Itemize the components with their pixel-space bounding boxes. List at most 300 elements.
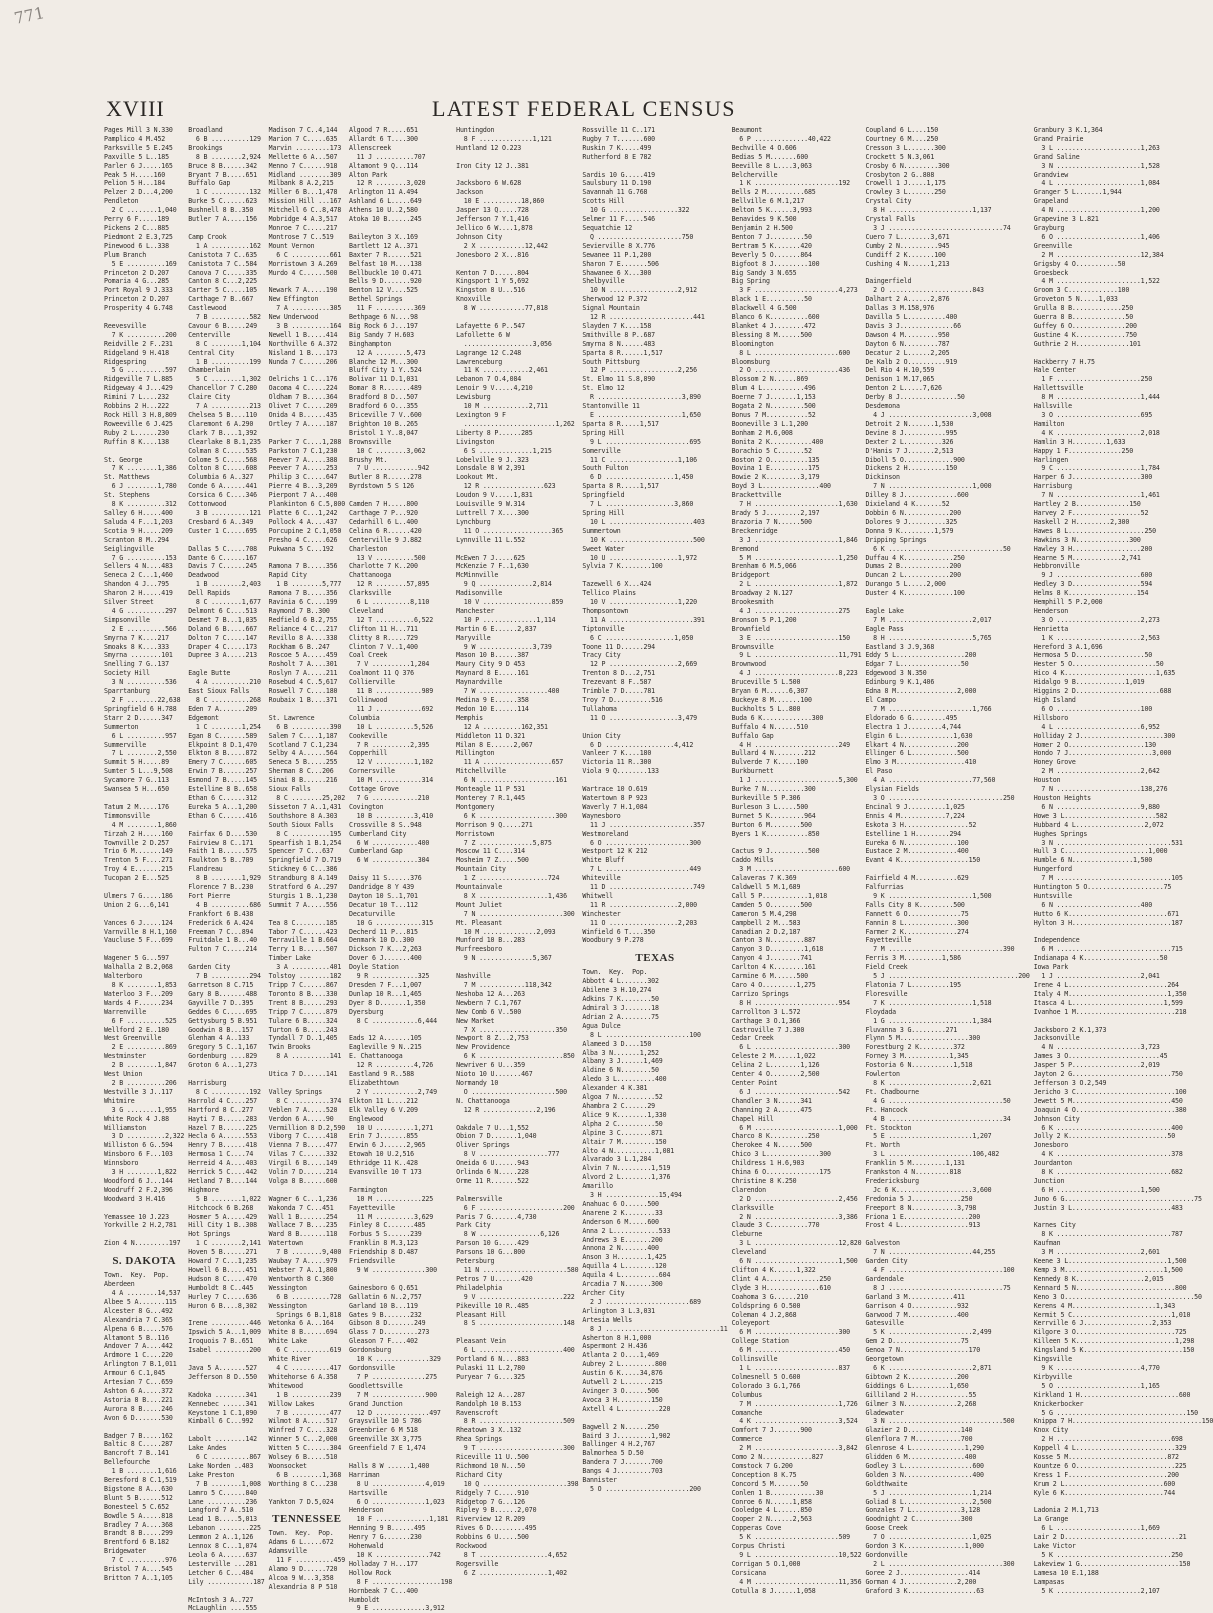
census-entry xyxy=(188,1311,264,1320)
census-entry: Burkeville 5 P.306 xyxy=(731,793,801,802)
census-entry: Bellefourche xyxy=(104,1458,150,1467)
census-entry: 12 A ........5,473 xyxy=(349,348,426,357)
census-entry: Sparrtanburg xyxy=(104,687,150,696)
census-entry: Seneca 2 C...1,460 xyxy=(104,571,173,580)
census-entry: Ashland 6 L.....649 xyxy=(349,197,422,206)
state-heading: S. DAKOTA xyxy=(112,1255,176,1268)
census-entry: 3 J ......................1,846 xyxy=(731,535,858,544)
census-entry: Tellico Plains xyxy=(582,589,636,598)
census-entry: Davis 7 C......245 xyxy=(188,562,257,571)
census-entry: Riverview 12 R.209 xyxy=(456,1515,525,1524)
census-entry xyxy=(188,954,264,963)
census-entry: Bloomsburg xyxy=(731,357,770,366)
census-entry xyxy=(1034,349,1213,358)
census-entry: 6 Z ..................1,402 xyxy=(456,1568,567,1577)
census-entry: Diboll 5 O.............900 xyxy=(865,455,965,464)
census-entry: Albee 5 A.......115 xyxy=(104,1297,177,1306)
census-entry: 2 L ......................1,872 xyxy=(731,580,858,589)
census-entry: Eastland 3 J.9,368 xyxy=(865,642,935,651)
census-entry: Hermosa 5 D..................50 xyxy=(1033,651,1153,660)
census-entry: Gary 8 B.......488 xyxy=(188,989,257,998)
census-entry: Goose Creek xyxy=(865,1524,908,1533)
census-entry: Cresbard 6 A..349 xyxy=(188,517,254,526)
census-entry: 6 J ........1,780 xyxy=(104,482,177,491)
census-entry: Wessington xyxy=(268,1301,307,1310)
census-entry: Garrison 4 O............932 xyxy=(865,1301,969,1310)
census-entry: Center 4 O........2,500 xyxy=(731,1070,820,1079)
census-entry: 8 C ..........268 xyxy=(188,696,261,704)
census-entry: 2 E ..........869 xyxy=(104,1043,177,1052)
census-entry: 1 B ........1,616 xyxy=(104,1467,177,1476)
census-entry: 1 L ......................837 xyxy=(731,1363,850,1372)
census-entry: Mosheim 7 Z.....500 xyxy=(456,856,529,865)
census-entry: Electra 1 J.........4,744 xyxy=(865,722,961,731)
census-entry: Gordon 3 K................1,000 xyxy=(865,1542,984,1551)
census-entry: Westmoreland xyxy=(582,829,629,838)
census-entry: Kerrville 6 J..................2,353 xyxy=(1033,1319,1172,1328)
census-entry: Athens 10 U..2,580 xyxy=(349,206,418,215)
census-entry: Salley 6 H.....400 xyxy=(104,508,173,517)
census-entry xyxy=(188,1070,264,1079)
census-entry: 7 N ......................300 xyxy=(456,909,575,918)
census-entry: 2 O ......................843 xyxy=(865,286,984,295)
census-entry: Hester 5 O......................50 xyxy=(1033,660,1164,669)
census-entry: Ridgely 7 C.....910 xyxy=(456,1488,529,1497)
census-entry: Whitmire xyxy=(104,1096,135,1105)
census-entry: Thompsontown xyxy=(582,606,629,615)
census-entry: Carrollton 3 L.572 xyxy=(731,1007,801,1016)
census-entry: Decherd 11 P...815 xyxy=(349,927,418,936)
census-entry: Grapevine 3 L.821 xyxy=(1033,215,1099,224)
census-entry: Jourdanton xyxy=(1033,1159,1072,1168)
census-entry: Yemassee 10 J.223 xyxy=(104,1212,169,1221)
census-entry: Shandon 4 J...795 xyxy=(104,580,169,589)
census-entry: Devine 8 J...........995 xyxy=(865,428,958,437)
census-entry: 8 L ......................600 xyxy=(731,348,850,357)
census-entry: Saluda 4 F...1,203 xyxy=(104,517,173,526)
census-entry: Lampasas xyxy=(1033,1577,1065,1586)
census-entry: Reidville 2 F..231 xyxy=(104,339,173,348)
census-entry: Egan 8 C.......589 xyxy=(188,731,257,740)
census-entry: Claire City xyxy=(188,393,231,402)
census-entry: Blessing 8 M......500 xyxy=(731,330,812,339)
census-entry: Dante 6 C......167 xyxy=(188,553,257,562)
census-entry: Murdo 4 C......500 xyxy=(268,268,338,277)
census-entry: Geddes 6 C.....695 xyxy=(188,1007,257,1016)
census-entry: Parker 7 C....1,288 xyxy=(268,437,342,446)
census-entry: Alvord 2 L........1,376 xyxy=(582,1173,671,1182)
census-entry: Lamesa 10 E.1,188 xyxy=(1033,1568,1099,1577)
census-entry: 2 C ........1,040 xyxy=(104,206,177,215)
census-entry: 12 T ..........6,522 xyxy=(349,615,434,624)
census-entry: 9 N ..............5,367 xyxy=(456,954,552,963)
census-entry: Lenoir 9 V.....4,210 xyxy=(456,384,533,393)
census-entry: 2 L ..............................300 xyxy=(865,1559,1015,1568)
census-entry: Graford 3 K..................63 xyxy=(865,1586,984,1595)
census-entry: Peever 7 A.....388 xyxy=(268,455,338,464)
census-entry: Jacksonville xyxy=(1033,1034,1080,1043)
page-number: XVIII xyxy=(106,96,165,121)
census-entry: Lebanon ........225 xyxy=(188,1524,261,1533)
census-entry: Dyersburg xyxy=(349,1007,384,1016)
census-entry: Davilla 5 L..........400 xyxy=(865,313,958,322)
census-entry: 8 R ......................509 xyxy=(456,1417,575,1426)
census-entry: Lafollette 6 W xyxy=(456,330,510,339)
census-entry: Hereford 3 A.1,696 xyxy=(1033,642,1103,651)
census-entry: Glenflora 7 M............700 xyxy=(865,1435,973,1444)
census-entry: Flandreau xyxy=(188,865,223,874)
census-entry: Encinal 9 J..........1,025 xyxy=(865,802,965,811)
census-entry: Erwin 7 B......257 xyxy=(188,767,257,776)
census-entry xyxy=(188,1382,264,1391)
census-entry: Petros 7 U.......420 xyxy=(456,1274,533,1283)
census-entry: Dover 6 J.......400 xyxy=(349,954,422,963)
census-entry xyxy=(1034,1498,1213,1507)
census-entry: Englewood xyxy=(349,1114,384,1123)
census-entry: 8 M ......................1,444 xyxy=(1033,393,1160,402)
census-entry: Mason 10 B......387 xyxy=(456,651,529,660)
census-entry: Lake Norden ..403 xyxy=(188,1461,254,1470)
census-entry: Alamo 9 D......720 xyxy=(268,1565,338,1574)
census-entry: Arlington 11 A.494 xyxy=(349,188,418,197)
census-entry: Chapel Hill xyxy=(731,1114,774,1123)
census-entry: Ridgeville 7 L.885 xyxy=(104,375,173,384)
census-entry: Peever 7 A.....253 xyxy=(268,464,338,473)
census-entry: El Paso xyxy=(865,767,893,776)
census-entry: Doyle Station xyxy=(349,963,399,972)
census-entry: Cottonwood xyxy=(188,500,227,509)
census-entry: Forney 3 M............1,345 xyxy=(865,1052,969,1061)
census-entry xyxy=(104,945,184,954)
census-entry: Harvey 2 F..................52 xyxy=(1033,508,1149,517)
census-entry: Dell Rapids xyxy=(188,589,231,598)
census-entry: Floresville xyxy=(865,989,908,998)
census-entry: 6 O ......................300 xyxy=(582,838,701,847)
census-entry: Paris 7 G.......4,730 xyxy=(456,1212,537,1221)
census-entry: Memphis xyxy=(456,713,483,722)
census-entry: Pages Mill 3 N.330 xyxy=(104,126,173,134)
census-entry: Knox City xyxy=(1033,1426,1069,1435)
census-entry: Joaquin 4 O..........................380 xyxy=(1033,1105,1187,1114)
census-entry: Piedmont 2 E.3,725 xyxy=(104,232,173,241)
census-entry: 9 L ......................11,791 xyxy=(731,651,862,660)
census-entry: Copperas Cove xyxy=(731,1524,782,1533)
census-entry: Greenville 3X 3,775 xyxy=(349,1435,422,1444)
census-entry xyxy=(456,171,578,180)
census-entry: New Market xyxy=(456,1016,495,1025)
census-entry: 8 K ..............................787 xyxy=(1033,1230,1183,1239)
census-entry: Conroe 6 N......1,858 xyxy=(731,1497,812,1506)
census-entry: Pickens 2 C...885 xyxy=(104,223,169,232)
census-entry: Lake Preston xyxy=(188,1470,235,1479)
census-entry: Randolph 10 B.153 xyxy=(456,1399,522,1408)
census-entry: 7 M ..............................390 xyxy=(865,945,1015,954)
census-entry xyxy=(269,554,345,563)
census-entry: Booneville 3 L.1,200 xyxy=(731,419,808,428)
census-entry: Honey Grove xyxy=(1033,758,1076,767)
census-entry: Seneca 5 B.....255 xyxy=(268,758,338,767)
census-entry: Pelzer 2 D...4,200 xyxy=(104,188,173,197)
census-entry: Crystal Falls xyxy=(865,215,916,224)
census-entry: 10 P ..............1,114 xyxy=(456,615,556,624)
census-entry: Woonsocket xyxy=(268,1461,307,1470)
census-entry: 1 C ........1,254 xyxy=(188,722,261,731)
census-entry: Benavides 9 K.500 xyxy=(731,215,797,224)
census-entry: Kingston 8 U...516 xyxy=(456,286,525,295)
column-6 xyxy=(582,126,727,1613)
census-entry: Tulare 6 B.....324 xyxy=(268,1016,338,1025)
census-entry: Roslyn 7 A.....211 xyxy=(268,669,338,678)
census-entry: Austin 6 K.....34,876 xyxy=(582,1369,663,1378)
census-entry: 3 N ......................1,528 xyxy=(1033,161,1160,170)
census-entry: Burton 6 M........500 xyxy=(731,820,812,829)
census-entry: Brighton 10 B..265 xyxy=(349,419,418,428)
census-entry: Charco 8 K..........250 xyxy=(731,1132,820,1141)
census-entry: Caddo Mills xyxy=(731,856,774,865)
census-entry: 8 C ........1,677 xyxy=(188,598,261,607)
census-entry: Faulkton 5 B..709 xyxy=(188,856,254,865)
census-entry: 7 A ..........305 xyxy=(268,304,342,313)
census-entry: 6 O ......................100 xyxy=(1033,704,1153,713)
census-entry: Baxter 7 R......521 xyxy=(349,250,422,259)
census-entry: 5 B ........1,022 xyxy=(188,1194,261,1203)
census-entry: Hazel 7 B......225 xyxy=(188,1123,257,1132)
census-entry: Palmersville xyxy=(456,1194,503,1203)
census-entry: Greenbrier 6 M 518 xyxy=(349,1426,418,1435)
census-entry: Winchester xyxy=(582,909,621,918)
census-entry: Worthing 8 C...238 xyxy=(268,1479,338,1488)
census-entry: Hartsville xyxy=(349,1488,388,1497)
census-entry: Sweet Water xyxy=(582,544,625,553)
census-entry: 6 D ..................4,412 xyxy=(582,740,694,749)
census-entry: 12 P ..................2,669 xyxy=(582,660,697,669)
census-entry: Groveton 5 N.....1,033 xyxy=(1033,295,1118,304)
census-entry: Jellico 6 W....1,878 xyxy=(456,223,533,232)
census-entry: 11 D ......................749 xyxy=(582,883,705,892)
census-entry: Dolores 9 J..........325 xyxy=(865,517,958,526)
census-entry xyxy=(104,1204,184,1213)
column-1 xyxy=(104,126,184,1613)
census-entry: Plankinton 6 C.5,800 xyxy=(268,500,346,509)
census-entry xyxy=(104,313,184,322)
census-entry: Yorkville 2 H.2,781 xyxy=(104,1221,177,1230)
census-entry: 8 K ..............................682 xyxy=(1033,1168,1183,1177)
census-entry: Archer City xyxy=(582,1289,625,1297)
census-entry: Highmore xyxy=(188,1185,219,1194)
census-entry: Robbins 6 U.....500 xyxy=(456,1533,529,1542)
census-entry: Westville 3 J..117 xyxy=(104,1087,173,1096)
census-entry: Erin 7 J.......855 xyxy=(349,1132,418,1141)
census-entry: Desdemona xyxy=(865,402,900,411)
census-entry: 4 C ..........417 xyxy=(268,1363,342,1372)
census-entry: Onida 4 B......435 xyxy=(268,411,338,419)
census-entry xyxy=(269,1079,345,1088)
census-entry: Winnsboro xyxy=(104,1159,139,1168)
census-entry: 8 C ..........192 xyxy=(188,1087,261,1096)
census-entry: Eagleville 9 N..215 xyxy=(349,1043,422,1052)
census-entry: Victoria 11 R..300 xyxy=(582,758,652,767)
census-entry: Cedarhill 6 L..400 xyxy=(349,517,418,526)
census-entry: 5 J ......................1,214 xyxy=(865,1488,992,1497)
census-entry xyxy=(582,162,727,171)
census-entry: Walterboro xyxy=(104,972,143,981)
census-entry: Copperhill xyxy=(349,749,388,758)
census-entry: Abbott 4 L.......302 xyxy=(582,977,659,986)
census-entry xyxy=(349,1453,452,1462)
census-entry: 8 H ......................1,137 xyxy=(865,206,992,215)
census-entry: Springfield 6 H.788 xyxy=(104,704,177,713)
census-entry: McEwen 7 J.....625 xyxy=(456,553,525,562)
census-entry: Como 2 N.............827 xyxy=(731,1453,824,1462)
census-entry: Hoven 5 B......271 xyxy=(188,1248,257,1257)
census-entry: Beaumont xyxy=(731,126,763,134)
census-entry: Hutto 6 K..........................671 xyxy=(1033,909,1179,918)
census-entry: Brackettville xyxy=(731,491,782,500)
census-entry: 5 C ........1,302 xyxy=(188,375,261,384)
census-entry: Vances 6 J.....124 xyxy=(104,918,173,927)
census-entry: Baltic 8 C.....287 xyxy=(104,1440,173,1449)
census-entry xyxy=(349,1275,452,1284)
census-entry: Big Spring xyxy=(731,277,770,286)
census-entry: Belfast 10 M....138 xyxy=(349,259,422,268)
census-entry: 3 D ..........2,322 xyxy=(104,1132,185,1141)
census-entry: Hurley 7 C.....636 xyxy=(188,1292,257,1301)
census-entry: Gainesboro 6 Q.651 xyxy=(349,1283,418,1292)
census-entry xyxy=(456,313,578,322)
census-entry: Burke 7 N..........300 xyxy=(731,785,816,794)
census-entry: Hohenwald xyxy=(349,1542,384,1551)
census-entry: 4 L ......................1,084 xyxy=(1033,179,1160,188)
census-entry: O ......................500 xyxy=(456,1087,567,1096)
census-entry: Cornersville xyxy=(349,767,395,776)
census-entry: Fairfax 6 D....530 xyxy=(188,829,257,838)
census-entry: 6 B ........1,368 xyxy=(268,1470,342,1479)
census-entry: 7 V ..........1,204 xyxy=(349,660,430,669)
census-entry: Dripping Springs xyxy=(865,535,927,544)
census-entry: Knippa 7 H..................................150 xyxy=(1033,1417,1213,1426)
census-entry: Willow Lakes xyxy=(268,1399,315,1408)
census-entry: Hudson 8 C.....470 xyxy=(188,1274,257,1283)
census-entry: Grigsby 4 O...........50 xyxy=(1033,259,1126,268)
census-entry: Fayetteville xyxy=(349,1203,395,1212)
census-entry: Harper 6 J..................300 xyxy=(1033,473,1153,482)
census-entry: Obion 7 D.......1,040 xyxy=(456,1132,537,1141)
census-entry xyxy=(104,794,184,803)
census-entry: 6 O ..............1,023 xyxy=(349,1497,445,1506)
census-entry: Roswell 7 C....180 xyxy=(268,687,338,696)
census-entry: Williston 6 G..594 xyxy=(104,1141,173,1150)
census-entry: Crowell 1 J.....1,175 xyxy=(865,179,946,188)
census-entry xyxy=(456,260,578,269)
census-entry: E. Chattanooga xyxy=(349,1052,403,1061)
census-entry: Somerville xyxy=(582,446,621,455)
census-entry: Wakonda 7 C...451 xyxy=(268,1203,334,1212)
census-entry: Fort Pierre xyxy=(188,891,231,900)
census-entry: Gilliland 2 H..............55 xyxy=(865,1390,977,1399)
census-entry: Brenham 6 M.5,066 xyxy=(731,562,797,571)
census-entry: 11 F ..........459 xyxy=(268,1556,346,1565)
census-entry: Sellers 4 N....483 xyxy=(104,562,173,571)
census-entry: Juno 6 G..................................75 xyxy=(1033,1194,1202,1203)
census-entry: Winfield 6 T....350 xyxy=(582,927,655,936)
census-entry: Medina 9 E......358 xyxy=(456,696,529,704)
census-entry: Porcupine 2 C.1,050 xyxy=(268,526,342,535)
census-entry: Morrison 9 Q.....271 xyxy=(456,820,533,829)
census-entry: Wallace 7 B....235 xyxy=(268,1221,338,1230)
census-entry: Vilas 7 C......332 xyxy=(268,1150,338,1159)
census-entry: Lebanon 7 O.4,084 xyxy=(456,375,522,384)
census-entry: Gates 9 B.......232 xyxy=(349,1310,422,1319)
census-entry: Glazier 2 D..............140 xyxy=(865,1426,973,1435)
census-entry: 4 L ......................6,952 xyxy=(1033,722,1160,731)
census-entry: Bryan 6 M......6,307 xyxy=(731,687,808,696)
census-entry: 6 P ..............40,422 xyxy=(731,134,831,143)
census-entry: Jacksboro 6 W.628 xyxy=(456,179,522,188)
census-entry: 8 B ........1,929 xyxy=(188,874,261,883)
census-entry: 6 M ..............................715 xyxy=(1033,945,1183,954)
census-entry xyxy=(456,153,578,162)
census-entry xyxy=(269,366,345,375)
census-entry: China 6 O..............175 xyxy=(731,1168,831,1177)
census-entry: Forestburg 2 K.........372 xyxy=(865,1043,965,1052)
census-entry: Newriver 6 U...359 xyxy=(456,1061,525,1070)
census-entry: Keystone 1 C.1,890 xyxy=(188,1408,257,1417)
census-entry xyxy=(269,429,345,438)
census-entry: Wessington xyxy=(268,1283,307,1292)
census-entry: 5 O ......................200 xyxy=(582,1484,701,1493)
census-entry: Arlington 3 L.3,031 xyxy=(582,1306,655,1315)
census-entry: Bonita 2 K...........400 xyxy=(731,437,824,446)
census-entry: Eustace 2 M.............400 xyxy=(865,847,969,856)
census-entry: 2 Y ............2,749 xyxy=(349,1087,437,1096)
census-entry: Monteagle 11 P 531 xyxy=(456,785,525,794)
census-entry: Mitchell 6 C..8,478 xyxy=(268,206,342,215)
census-entry: James 3 O........................45 xyxy=(1033,1052,1168,1061)
census-entry: Smyrna ........101 xyxy=(104,651,173,660)
census-entry: Bellville 6 M.1,217 xyxy=(731,197,805,206)
census-entry: Franklin 8 M.3,123 xyxy=(349,1239,418,1248)
census-entry: Collinwood xyxy=(349,696,388,704)
census-entry: Gallatin 6 N..2,757 xyxy=(349,1292,422,1301)
census-entry: Duffau 4 K.............250 xyxy=(865,553,965,562)
census-entry: Andover 7 A....442 xyxy=(104,1342,173,1351)
census-entry: Sparta 8 R......1,517 xyxy=(582,348,663,357)
census-entry: D'Hanis 7 J.......2,513 xyxy=(865,446,954,455)
column-2 xyxy=(188,126,264,1613)
census-entry: Dresden 7 F...1,007 xyxy=(349,981,422,989)
census-entry: Claude 3 C..........770 xyxy=(731,1221,820,1230)
census-entry: Georgetown xyxy=(865,1355,904,1364)
census-entry: Celeste 2 M......1,022 xyxy=(731,1052,816,1061)
census-entry: Valley Springs xyxy=(268,1087,323,1096)
census-entry: Summerville xyxy=(104,740,147,749)
census-entry: Hughes Springs xyxy=(1033,829,1088,838)
census-entry: Elgin 6 L..............1,630 xyxy=(865,731,973,740)
census-entry: Aurora 8 B.....246 xyxy=(104,1404,173,1413)
census-entry: Northville 6 A.372 xyxy=(268,339,338,348)
census-entry: Abilene 3 H.10,274 xyxy=(582,986,652,995)
census-entry: Munford 10 B...283 xyxy=(456,936,525,945)
census-entry: Colman 8 C.....535 xyxy=(188,446,257,455)
census-entry: Ashton 6 A.....372 xyxy=(104,1386,173,1395)
census-entry: Hartley 2 B..............150 xyxy=(1033,500,1141,509)
census-entry xyxy=(1034,928,1213,937)
census-entry: Lookout Mt. xyxy=(456,473,499,482)
census-entry: Bomar 8 R.......489 xyxy=(349,384,422,393)
census-entry: Woodward 3 H.416 xyxy=(104,1194,166,1203)
census-entry: Witten 5 C......304 xyxy=(268,1444,342,1453)
census-entry: Summerton xyxy=(104,722,139,731)
